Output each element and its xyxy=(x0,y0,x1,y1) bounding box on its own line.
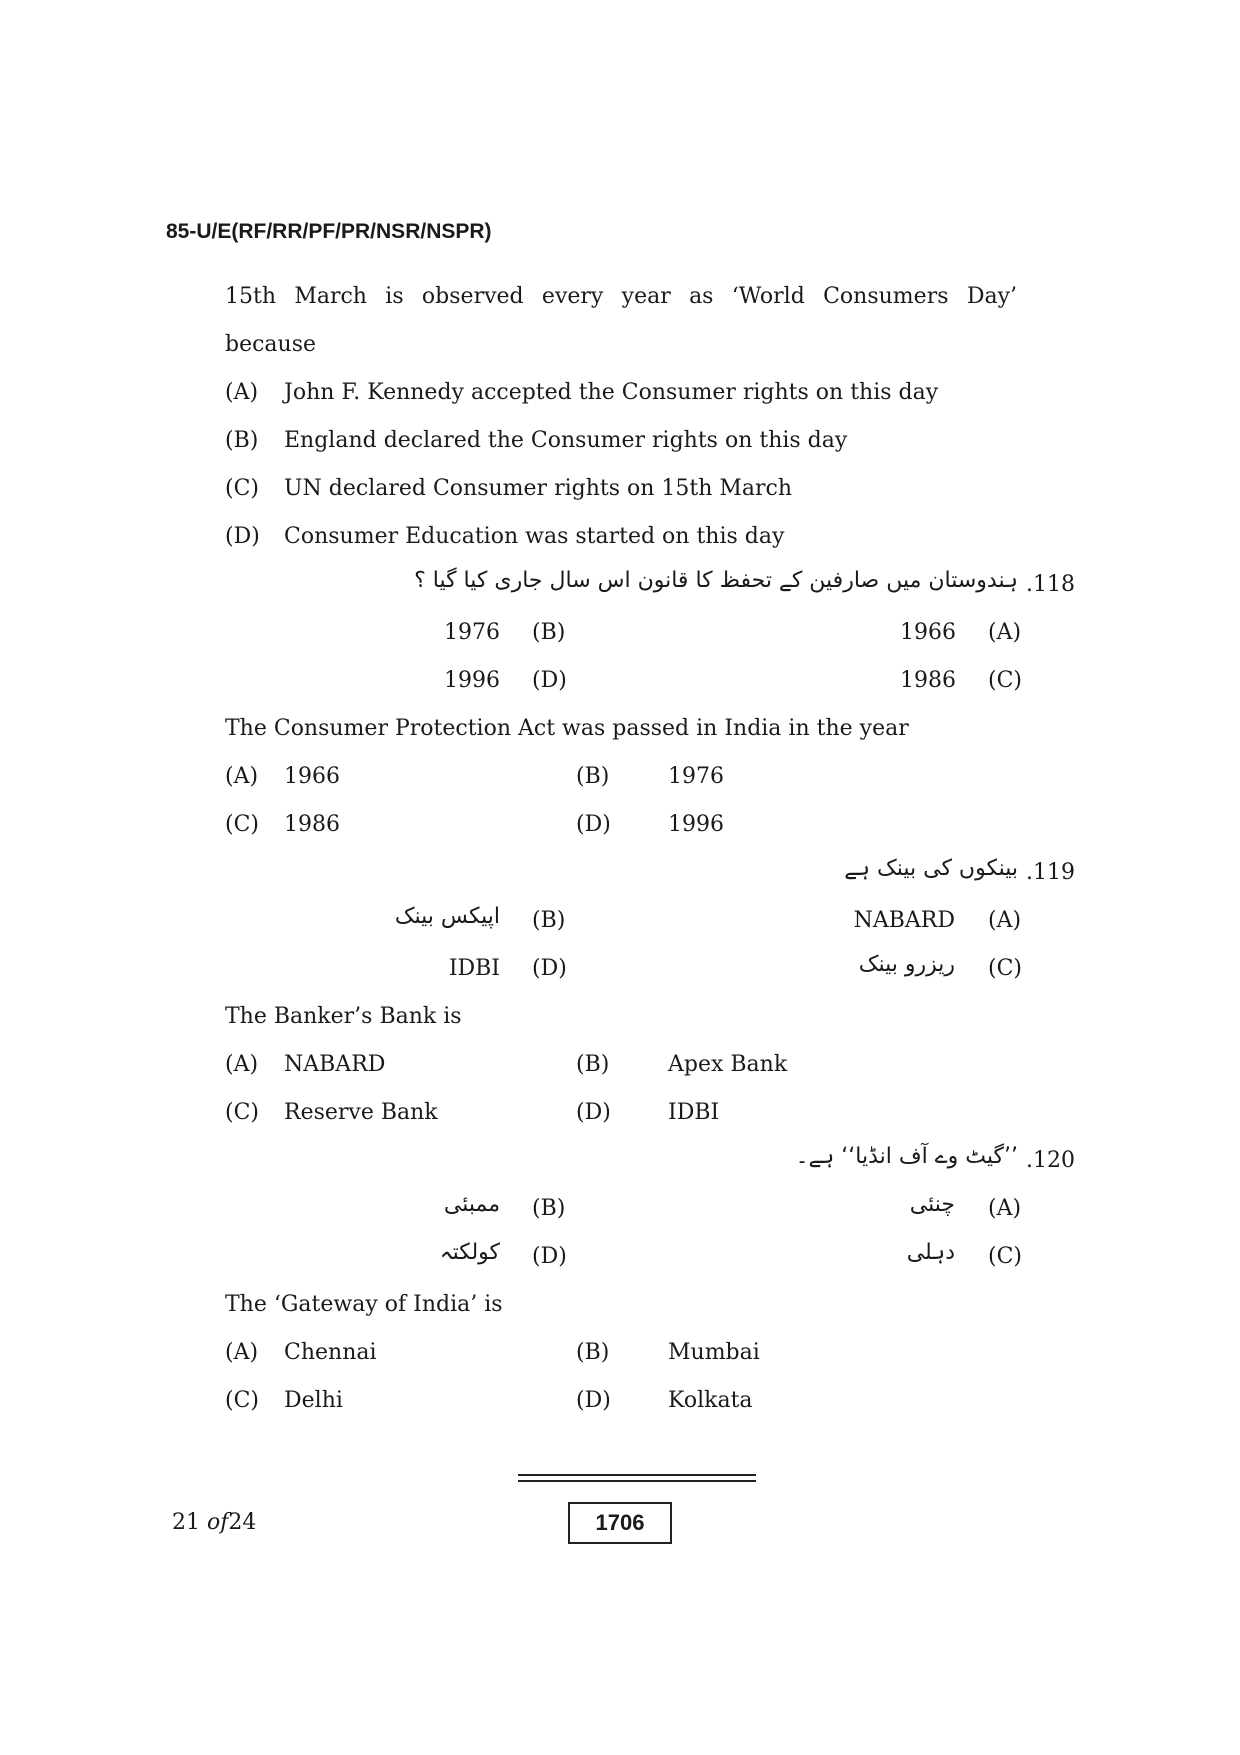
q119-urdu-option-b-text: اپیکس بینک xyxy=(394,904,500,929)
q120-urdu-option-b-text: ممبئی xyxy=(443,1192,500,1217)
q119-urdu-option-a-key: (A) xyxy=(988,908,1022,933)
q117-stem-line2: because xyxy=(225,332,317,357)
q117-option-d-key: (D) xyxy=(225,524,260,549)
q118-option-c-key: (C) xyxy=(225,812,259,837)
footer-rule-top xyxy=(518,1474,756,1476)
q118-urdu-stem: ہندوستان میں صارفین کے تحفظ کا قانون اس سال جاری کیا گیا ؟ xyxy=(414,568,1018,593)
q118-number: .118 xyxy=(1026,572,1075,597)
q119-option-c-text: Reserve Bank xyxy=(284,1100,438,1125)
q119-urdu-option-c-key: (C) xyxy=(988,956,1022,981)
q119-number: .119 xyxy=(1026,860,1075,885)
q118-option-d-key: (D) xyxy=(576,812,611,837)
page-total: 24 xyxy=(228,1510,257,1535)
q120-urdu-option-d-text: کولکتہ xyxy=(439,1240,500,1265)
q119-urdu-option-a-text: NABARD xyxy=(853,908,955,933)
q118-urdu-option-b-text: 1976 xyxy=(444,620,500,645)
q117-option-b-text: England declared the Consumer rights on this day xyxy=(284,428,848,453)
q118-urdu-option-b-key: (B) xyxy=(532,620,566,645)
q117-option-a-text: John F. Kennedy accepted the Consumer rights on this day xyxy=(284,380,939,405)
q120-urdu-option-c-text: دہلی xyxy=(906,1240,955,1265)
q119-urdu-option-c-text: ریزرو بینک xyxy=(858,952,955,977)
q118-option-b-text: 1976 xyxy=(668,764,724,789)
q119-option-b-text: Apex Bank xyxy=(668,1052,788,1077)
q118-urdu-option-a-text: 1966 xyxy=(900,620,956,645)
q119-urdu-option-b-key: (B) xyxy=(532,908,566,933)
q118-urdu-option-d-key: (D) xyxy=(532,668,567,693)
q120-urdu-option-a-key: (A) xyxy=(988,1196,1022,1221)
q120-urdu-option-c-key: (C) xyxy=(988,1244,1022,1269)
q118-option-d-text: 1996 xyxy=(668,812,724,837)
q120-option-c-text: Delhi xyxy=(284,1388,343,1413)
q118-urdu-option-c-text: 1986 xyxy=(900,668,956,693)
q119-urdu-stem: بینکوں کی بینک ہے xyxy=(844,856,1018,881)
page-indicator xyxy=(172,1510,256,1535)
q117-option-b-key: (B) xyxy=(225,428,259,453)
q118-urdu-option-d-text: 1996 xyxy=(444,668,500,693)
q119-option-d-text: IDBI xyxy=(668,1100,720,1125)
q118-option-b-key: (B) xyxy=(576,764,610,789)
q120-option-d-key: (D) xyxy=(576,1388,611,1413)
booklet-number-box: 1706 xyxy=(568,1502,672,1544)
q119-option-a-text: NABARD xyxy=(284,1052,386,1077)
q117-option-a-key: (A) xyxy=(225,380,259,405)
q120-urdu-option-d-key: (D) xyxy=(532,1244,567,1269)
q118-option-c-text: 1986 xyxy=(284,812,340,837)
q117-option-c-text: UN declared Consumer rights on 15th March xyxy=(284,476,793,501)
q120-number: .120 xyxy=(1026,1148,1075,1173)
q120-urdu-option-a-text: چنئی xyxy=(909,1192,955,1217)
q119-option-c-key: (C) xyxy=(225,1100,259,1125)
q120-urdu-option-b-key: (B) xyxy=(532,1196,566,1221)
q117-option-d-text: Consumer Education was started on this day xyxy=(284,524,785,549)
q119-urdu-option-d-text: IDBI xyxy=(448,956,500,981)
q120-urdu-stem: ’’گیٹ وے آف انڈیا‘‘ ہے۔ xyxy=(795,1144,1018,1169)
footer-rule-bottom xyxy=(518,1480,756,1482)
q119-option-d-key: (D) xyxy=(576,1100,611,1125)
q119-stem: The Banker’s Bank is xyxy=(225,1004,462,1029)
q118-option-a-text: 1966 xyxy=(284,764,340,789)
q118-stem: The Consumer Protection Act was passed in India in the year xyxy=(225,716,909,741)
q117-option-c-key: (C) xyxy=(225,476,259,501)
q119-option-b-key: (B) xyxy=(576,1052,610,1077)
q117-stem-line1: 15th March is observed every year as ‘World Consumers Day’ xyxy=(225,284,1017,309)
q120-option-b-key: (B) xyxy=(576,1340,610,1365)
q119-option-a-key: (A) xyxy=(225,1052,259,1077)
q120-option-c-key: (C) xyxy=(225,1388,259,1413)
q118-option-a-key: (A) xyxy=(225,764,259,789)
q120-stem: The ‘Gateway of India’ is xyxy=(225,1292,503,1317)
q120-option-b-text: Mumbai xyxy=(668,1340,760,1365)
q120-option-d-text: Kolkata xyxy=(668,1388,753,1413)
page-current: 21 xyxy=(172,1510,200,1535)
q119-urdu-option-d-key: (D) xyxy=(532,956,567,981)
q120-option-a-text: Chennai xyxy=(284,1340,377,1365)
q118-urdu-option-a-key: (A) xyxy=(988,620,1022,645)
q118-urdu-option-c-key: (C) xyxy=(988,668,1022,693)
page-of: of xyxy=(207,1510,229,1535)
paper-code: 85-U/E(RF/RR/PF/PR/NSR/NSPR) xyxy=(166,220,492,243)
q120-option-a-key: (A) xyxy=(225,1340,259,1365)
